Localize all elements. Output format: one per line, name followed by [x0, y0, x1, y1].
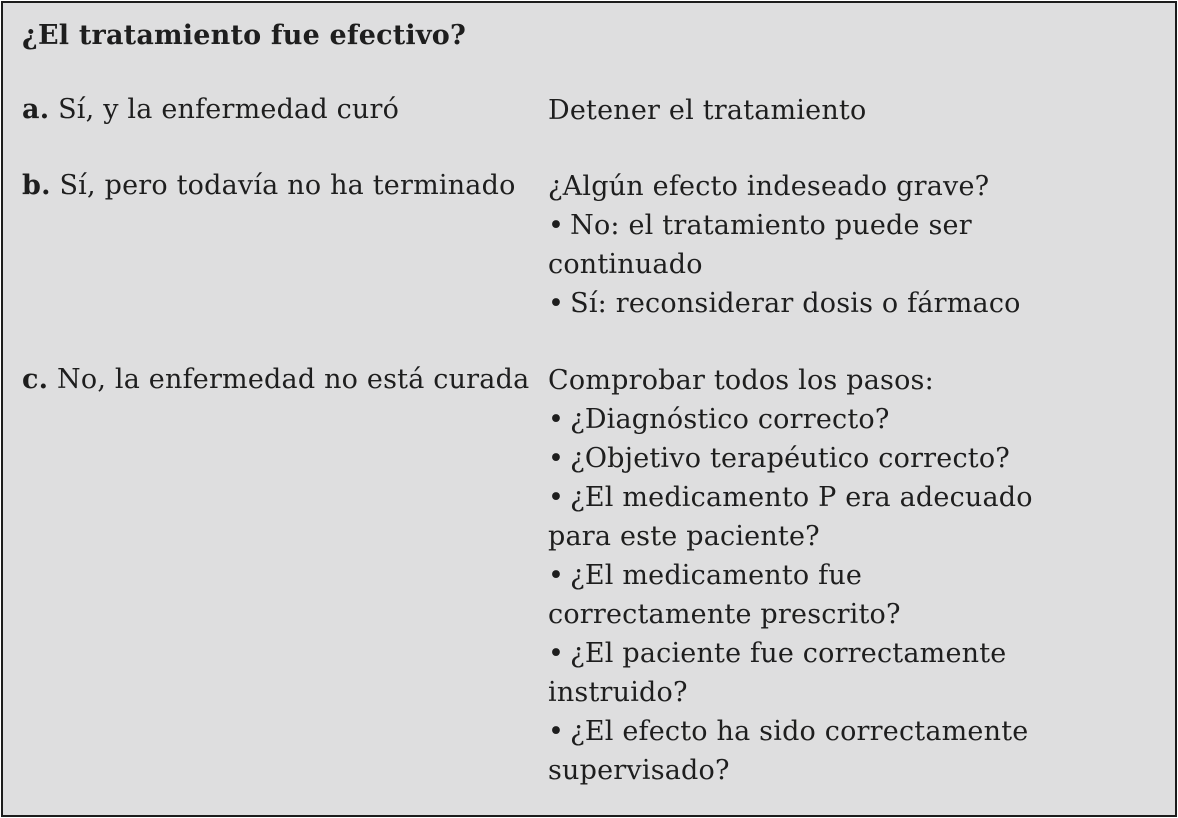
- list-item: [548, 478, 1068, 556]
- row-c-text: No, la enfermedad no está curada: [57, 364, 530, 395]
- bullet-icon: •: [548, 210, 565, 241]
- row-a-lead: Detener el tratamiento: [548, 95, 867, 126]
- list-item: [548, 400, 1068, 439]
- list-item: [548, 439, 1068, 478]
- list-item: [548, 712, 1068, 790]
- row-a-action: [548, 91, 1068, 130]
- row-c-action: [548, 361, 1068, 790]
- row-b-label: [22, 167, 516, 205]
- row-c-label: [22, 361, 529, 399]
- row-c-letter: c.: [22, 364, 49, 395]
- bullet-icon: •: [548, 404, 565, 435]
- list-item: [548, 634, 1068, 712]
- box-heading: ¿El tratamiento fue efectivo?: [22, 20, 467, 51]
- list-item-text: ¿El medicamento P era adecuado para este paciente?: [548, 482, 1033, 552]
- list-item: [548, 284, 1068, 323]
- list-item-text: ¿Objetivo terapéutico correcto?: [570, 443, 1010, 474]
- bullet-icon: •: [548, 716, 565, 747]
- row-b-text: Sí, pero todavía no ha terminado: [59, 170, 516, 201]
- bullet-icon: •: [548, 443, 565, 474]
- list-item-text: ¿Diagnóstico correcto?: [570, 404, 890, 435]
- row-c-lead: Comprobar todos los pasos:: [548, 365, 934, 396]
- list-item-text: Sí: reconsiderar dosis o fármaco: [570, 288, 1021, 319]
- list-item-text: ¿El medicamento fue correctamente prescrito?: [548, 560, 901, 630]
- row-a-text: Sí, y la enfermedad curó: [58, 94, 400, 125]
- list-item-text: No: el tratamiento puede ser continuado: [548, 210, 972, 280]
- list-item-text: ¿El paciente fue correctamente instruido?: [548, 638, 1007, 708]
- row-a-label: [22, 91, 399, 129]
- list-item: [548, 206, 1068, 284]
- row-b-action: [548, 167, 1068, 323]
- bullet-icon: •: [548, 288, 565, 319]
- row-b-letter: b.: [22, 170, 51, 201]
- bullet-icon: •: [548, 482, 565, 513]
- treatment-evaluation-box: [1, 1, 1177, 817]
- list-item-text: ¿El efecto ha sido correctamente supervisado?: [548, 716, 1029, 786]
- row-b-lead: ¿Algún efecto indeseado grave?: [548, 171, 990, 202]
- list-item: [548, 556, 1068, 634]
- row-a-letter: a.: [22, 94, 50, 125]
- bullet-icon: •: [548, 638, 565, 669]
- bullet-icon: •: [548, 560, 565, 591]
